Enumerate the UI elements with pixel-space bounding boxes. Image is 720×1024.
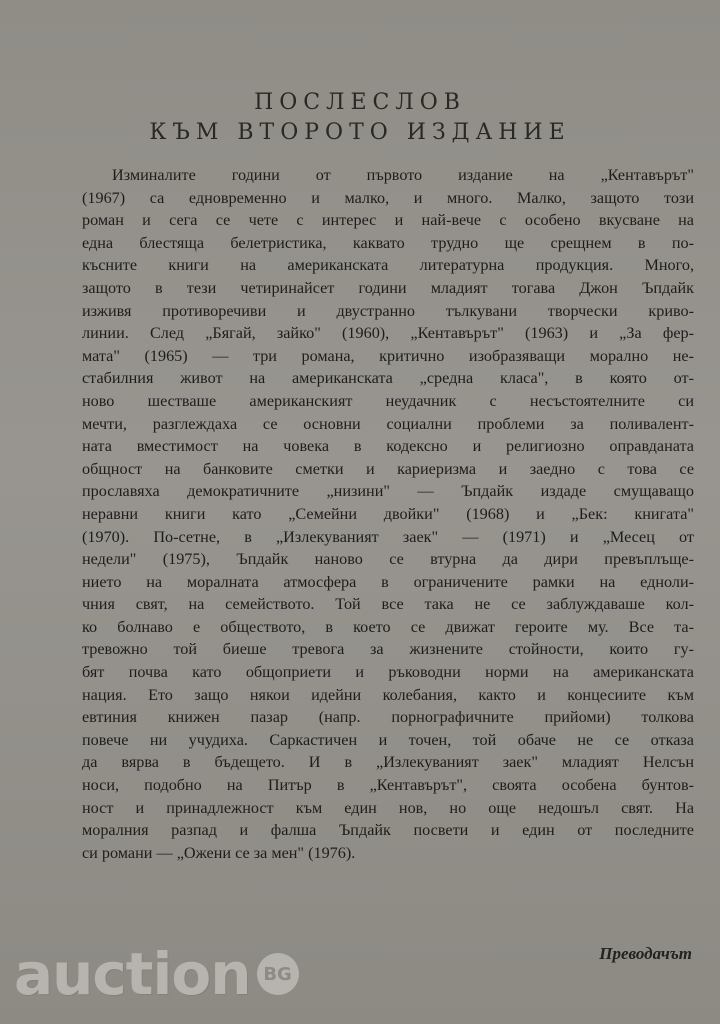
paragraph-line: общност на банковите сметки и кариеризма и заедно с това се — [82, 459, 694, 478]
afterword-paragraph — [82, 164, 694, 864]
watermark-text: auction — [14, 940, 251, 1008]
paragraph-line: да вярва в бъдещето. И в „Излекуваният заек" младият Нелсън — [82, 753, 694, 772]
paragraph-line: ност и принадлежност към един нов, но още недошъл свят. На — [82, 798, 694, 817]
translator-signature: Преводачът — [599, 944, 692, 963]
paragraph-line: мечти, разглеждаха се основни социални проблеми за поливалент- — [82, 414, 694, 433]
paragraph-line: мата" (1965) — три романа, критично изобразяващи морално не- — [82, 346, 694, 365]
paragraph-line: неравни книги като „Семейни двойки" (1968) и „Бек: книгата" — [82, 504, 694, 523]
paragraph-line: евтиния книжен пазар (напр. порнографичните прийоми) толкова — [82, 708, 694, 727]
paragraph-line: моралния разпад и фалша Ъпдайк посвети и един от последните — [82, 821, 694, 840]
paragraph-line: късните книги на американската литературна продукция. Много, — [82, 256, 694, 275]
paragraph-line: чния свят, на семейството. Той все така не се заблуждаваше кол- — [82, 595, 694, 614]
paragraph-line: прославяха демократичните „низини" — Ъпдайк издаде смущаващо — [82, 482, 694, 501]
paragraph-line: нието на моралната атмосфера в ограничените рамки на едноли- — [82, 572, 694, 591]
paragraph-line: нация. Ето защо някои идейни колебания, както и концесиите към — [82, 685, 694, 704]
paragraph-line: носи, подобно на Питър в „Кентавърът", своята особена бунтов- — [82, 776, 694, 795]
afterword-subtitle: КЪМ ВТОРОТО ИЗДАНИЕ — [149, 120, 571, 145]
paragraph-line: повече ни учудиха. Саркастичен и точен, той обаче не се отказа — [82, 730, 694, 749]
paragraph-line: недели" (1975), Ъпдайк наново се втурна да дири превъплъще- — [82, 550, 694, 569]
paragraph-line: роман и сега се чете с интерес и най-вече с особено вкусване на — [82, 211, 694, 230]
paragraph-line: стабилния живот на американската „средна класа", в която от- — [82, 369, 694, 388]
paragraph-line: една блестяща белетристика, каквато трудно ще срещнем в по- — [82, 233, 694, 252]
auction-watermark — [14, 940, 299, 1008]
paragraph-line: ната вместимост на човека в кодексно и религиозно оправданата — [82, 437, 694, 456]
paragraph-line: (1967) са едновременно и малко, и много. Малко, защото този — [82, 188, 694, 207]
watermark-badge: BG — [257, 953, 299, 995]
paragraph-line: изживя противоречиви и двустранно тълкувани творчески криво- — [82, 301, 694, 320]
paragraph-line: линии. След „Бягай, зайко" (1960), „Кентавърът" (1963) и „За фер- — [82, 324, 694, 343]
paragraph-line: защото в тези четиринайсет години младият тогава Джон Ъпдайк — [82, 278, 694, 297]
paragraph-line: бят почва като общоприети и ръководни норми на американската — [82, 663, 694, 682]
paragraph-line: тревожно той биеше тревога за жизнените стойности, които гу- — [82, 640, 694, 659]
afterword-title: ПОСЛЕСЛОВ — [254, 90, 466, 115]
paragraph-line: Изминалите години от първото издание на „Кентавърът" — [112, 166, 694, 184]
paragraph-line: (1970). По-сетне, в „Излекуваният заек" — (1971) и „Месец от — [82, 527, 694, 546]
paragraph-line: си романи — „Ожени се за мен" (1976). — [82, 843, 356, 862]
paragraph-line: ко болнаво е обществото, в което се движат героите му. Все та- — [82, 617, 694, 636]
paragraph-line: ново шестваше американският неудачник с несъстоятелните си — [82, 391, 694, 410]
